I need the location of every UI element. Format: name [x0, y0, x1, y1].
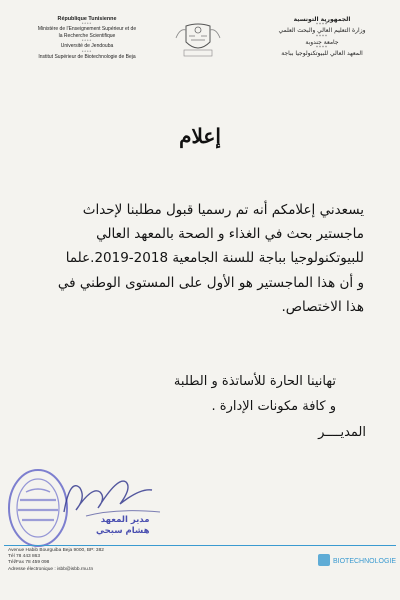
header-arabic	[268, 16, 376, 58]
footer-tel: Tél 78 443 863	[8, 554, 41, 560]
body-line: للبيوتكنولوجيا بباجة للسنة الجامعية 2018-2019.علما	[65, 250, 364, 267]
seal-text	[96, 515, 149, 537]
header-ministry: Ministère de l'Enseignement Supérieur et de	[37, 26, 137, 33]
header-stars: ****	[81, 48, 93, 54]
footer-address: Avenue Habib Bourguiba Beja 9000, BP: 382	[8, 548, 104, 553]
announcement-body	[48, 198, 364, 319]
body-line: و أن هذا الماجستير هو الأول على المستوى الوطني في	[57, 274, 364, 291]
header-stars-ar: ****	[316, 33, 328, 39]
header-institute-ar: المعهد العالي للبيوتكنولوجيا بباجة	[281, 50, 363, 58]
thanks-line: و كافة مكونات الإدارة .	[211, 399, 336, 414]
header-french	[28, 16, 146, 60]
header-stars: ****	[81, 38, 93, 44]
header-country: République Tunisienne	[57, 16, 117, 22]
header-ministry-cont: la Recherche Scientifique	[58, 32, 116, 39]
footer-contact	[8, 548, 104, 573]
footer-telfax: Tél/Fax 78 459 098	[8, 560, 50, 566]
thanks-line: تهانينا الحارة للأساتذة و الطلبة	[173, 374, 336, 389]
signatory-label: المديــــر	[318, 425, 366, 440]
header-ministry-ar: وزارة التعليم العالي والبحث العلمي	[278, 27, 366, 35]
institute-logo	[318, 553, 397, 567]
body-line: يسعدني إعلامكم أنه تم رسميا قبول مطلبنا لإحداث	[82, 202, 364, 218]
logo-text: BIOTECHNOLOGIE	[333, 558, 397, 565]
header-stars-ar: ****	[316, 22, 328, 28]
congratulations	[46, 369, 336, 419]
header-institute: Institut Supérieur de Biotechnologie de Beja	[38, 53, 136, 60]
header-country-ar: الجمهورية التونسية	[293, 16, 351, 23]
seal-name: هشام سبحي	[96, 526, 150, 536]
body-line: هذا الاختصاص.	[281, 298, 364, 315]
header-stars: ****	[81, 21, 93, 27]
footer-email: Adresse électronique : isbb@isbb.rnu.tn	[8, 566, 94, 572]
footer-divider	[4, 545, 396, 546]
body-line: ماجستير بحث في الغذاء و الصحة بالمعهد العالي	[96, 226, 364, 243]
coat-of-arms-icon	[170, 20, 226, 62]
header-stars-ar: ****	[316, 45, 328, 51]
header-university-ar: جامعة جندوبة	[305, 38, 339, 46]
seal-title: مدير المعهد	[100, 515, 150, 525]
announcement-title: إعلام	[179, 124, 221, 148]
signature-icon	[56, 468, 176, 522]
header-university: Université de Jendouba	[60, 43, 114, 50]
